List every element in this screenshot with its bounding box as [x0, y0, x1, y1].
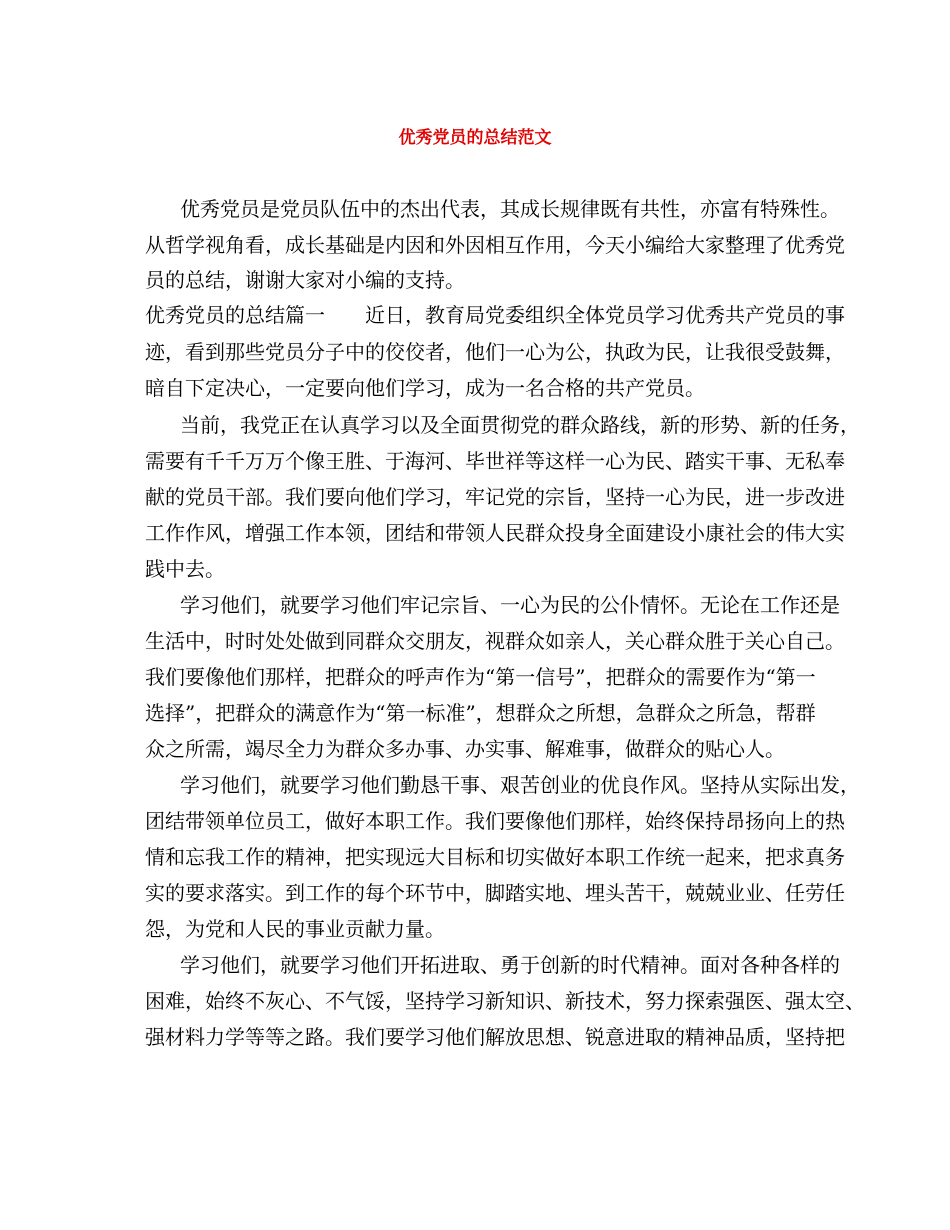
- text-line: 需要有千千万万个像王胜、于海河、毕世祥等这样一心为民、踏实干事、无私奉: [145, 449, 845, 473]
- text-line: 献的党员干部。我们要向他们学习，牢记党的宗旨，坚持一心为民，进一步改进: [145, 485, 845, 509]
- text-line: 学习他们，就要学习他们勤恳干事、艰苦创业的优良作风。坚持从实际出发，: [180, 773, 860, 797]
- document-title: 优秀党员的总结范文: [398, 128, 552, 148]
- text-line: 优秀党员是党员队伍中的杰出代表，其成长规律既有共性，亦富有特殊性。: [180, 197, 840, 221]
- text-line: 我们要像他们那样，把群众的呼声作为“第一信号”，把群众的需要作为“第一: [145, 665, 816, 689]
- text-line: 优秀党员的总结篇一 近日，教育局党委组织全体党员学习优秀共产党员的事: [145, 303, 845, 327]
- text-line: 暗自下定决心，一定要向他们学习，成为一名合格的共产党员。: [145, 376, 705, 400]
- text-line: 强材料力学等等之路。我们要学习他们解放思想、锐意进取的精神品质，坚持把: [145, 1025, 845, 1049]
- text-line: 员的总结，谢谢大家对小编的支持。: [145, 268, 465, 292]
- text-line: 怨，为党和人民的事业贡献力量。: [145, 917, 445, 941]
- text-line: 实的要求落实。到工作的每个环节中，脚踏实地、埋头苦干，兢兢业业、任劳任: [145, 881, 845, 905]
- text-line: 困难，始终不灰心、不气馁，坚持学习新知识、新技术，努力探索强医、强太空、: [145, 989, 865, 1013]
- text-line: 迹，看到那些党员分子中的佼佼者，他们一心为公，执政为民，让我很受鼓舞，: [145, 340, 845, 364]
- text-line: 团结带领单位员工，做好本职工作。我们要像他们那样，始终保持昂扬向上的热: [145, 809, 845, 833]
- text-line: 情和忘我工作的精神，把实现远大目标和切实做好本职工作统一起来，把求真务: [145, 845, 845, 869]
- text-line: 学习他们，就要学习他们开拓进取、勇于创新的时代精神。面对各种各样的: [180, 953, 840, 977]
- text-line: 践中去。: [145, 557, 225, 581]
- text-line: 生活中，时时处处做到同群众交朋友，视群众如亲人，关心群众胜于关心自己。: [145, 629, 845, 653]
- text-line: 众之所需，竭尽全力为群众多办事、办实事、解难事，做群众的贴心人。: [145, 737, 785, 761]
- text-line: 学习他们，就要学习他们牢记宗旨、一心为民的公仆情怀。无论在工作还是: [180, 593, 840, 617]
- text-line: 选择”，把群众的满意作为“第一标准”，想群众之所想，急群众之所急，帮群: [145, 701, 816, 725]
- text-line: 工作作风，增强工作本领，团结和带领人民群众投身全面建设小康社会的伟大实: [145, 521, 845, 545]
- text-line: 当前，我党正在认真学习以及全面贯彻党的群众路线，新的形势、新的任务，: [180, 413, 860, 437]
- text-line: 从哲学视角看，成长基础是内因和外因相互作用，今天小编给大家整理了优秀党: [145, 233, 845, 257]
